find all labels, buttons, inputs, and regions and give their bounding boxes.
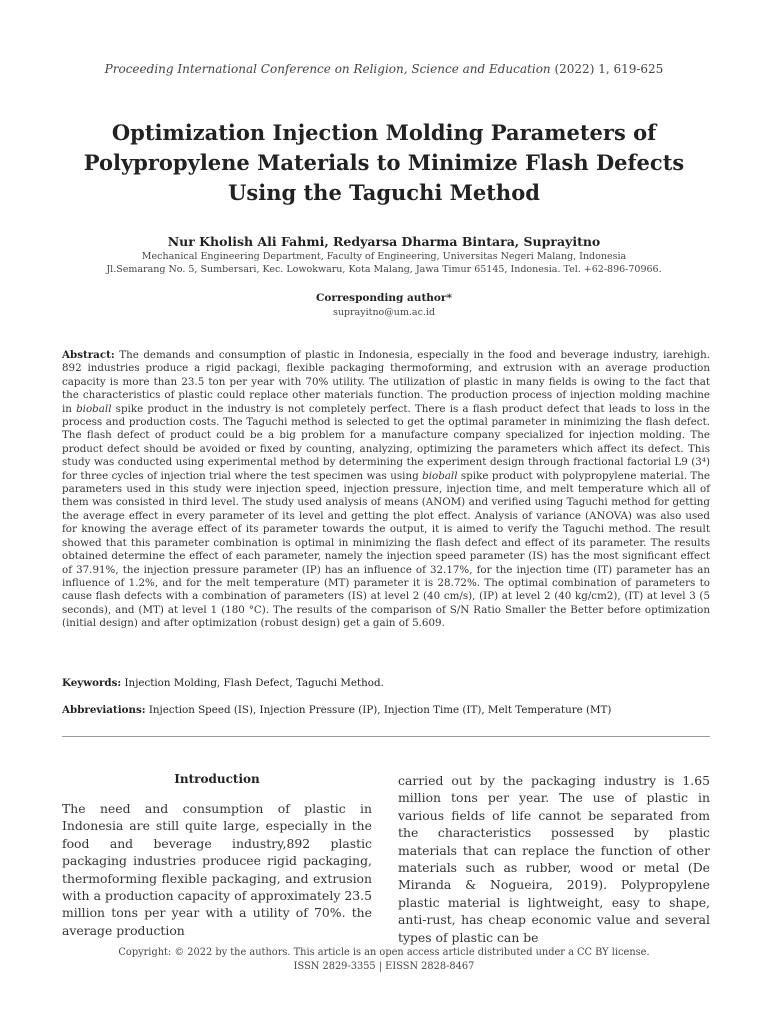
abstract-label: Abstract: (62, 349, 115, 361)
running-header (0, 62, 768, 76)
introduction-left-column: The need and consumption of plastic in Indonesia are still quite large, especially in the food and beverage industry,892 plastic packaging industries producee rigid packaging, thermoforming flexible packaging, and extrusion with a production capacity of approximately 23.5 million tons per year with a utility of 70%. the average production (62, 801, 372, 938)
introduction-heading: Introduction (174, 772, 260, 786)
abstract-bioball-1: bioball (76, 402, 112, 415)
keywords-label: Keywords: (62, 677, 122, 689)
abstract (62, 349, 710, 631)
introduction-right-column: carried out by the packaging industry is 1.65 million tons per year. The use of plastic in various fields of life cannot be separated from the characteristics possessed by plastic materials that can replace the function of other materials such as rubber, wood or metal (De Miranda & Nogueira, 2019). Polypropylene plastic material is lightweight, easy to shape, anti-rust, has cheap economic value and several types of plastic can be (398, 773, 710, 945)
abbreviations-label: Abbreviations: (62, 704, 146, 716)
keywords-text: Injection Molding, Flash Defect, Taguchi Method. (121, 677, 384, 689)
abstract-text-3: spike product with polypropylene material. The parameters used in this study were injection speed, injection pressure, injection time, and melt temperature which all of them was consisted in third level. The study used analysis of means (ANOM) and verified using Taguchi method for getting the average effect in every parameter of its level and getting the plot effect. Analysis of variance (ANOVA) was also used for knowing the average effect of its parameter towards the output, it is aimed to verify the Taguchi method. The result showed that this parameter combination is optimal in minimizing the flash defect and effect of its parameter. The results obtained determine the effect of each parameter, namely the injection speed parameter (IS) has the most significant effect of 37.91%, the injection pressure parameter (IP) has an influence of 32.17%, for the injection time (IT) parameter has an influence of 1.2%, and for the melt temperature (MT) parameter it is 28.72%. The optimal combination of parameters to cause flash defects with a combination of parameters (IS) at level 2 (40 cm/s), (IP) at level 2 (40 kg/cm2), (IT) at level 3 (5 seconds), and (MT) at level 1 (180 °C). The results of the comparison of S/N Ratio Smaller the Better before optimization (initial design) and after optimization (robust design) get a gain of 5.609. (62, 469, 711, 630)
copyright-notice: Copyright: © 2022 by the authors. This article is an open access article distributed under a CC BY license. (118, 947, 650, 958)
abstract-text-1: The demands and consumption of plastic in Indonesia, especially in the food and beverage industry, iarehigh. 892 industries produce a rigid packagi, flexible packaging thermoforming, and extrusion with an average production capacity is more than 23.5 ton per year with 70% utility. The utilization of plastic in many fields is owing to the fact that the characteristics of plastic could replace other materials function. The production process of injection molding machine in (62, 349, 710, 415)
abstract-bioball-2: bioball (422, 469, 458, 482)
page-footer (0, 946, 768, 974)
journal-citation: (2022) 1, 619-625 (550, 62, 664, 76)
affiliation-address: Jl.Semarang No. 5, Sumbersari, Kec. Lowokwaru, Kota Malang, Jawa Timur 65145, Indonesia. Tel. +62-896-70966. (106, 264, 662, 275)
abbreviations-text: Injection Speed (IS), Injection Pressure (IP), Injection Time (IT), Melt Temperature (MT) (145, 704, 612, 716)
issn-line: ISSN 2829-3355 | EISSN 2828-8467 (293, 961, 475, 972)
journal-name: Proceeding International Conference on Religion, Science and Education (104, 62, 551, 76)
affiliation-department: Mechanical Engineering Department, Faculty of Engineering, Universitas Negeri Malang, Indonesia (141, 251, 627, 262)
paper-title: Optimization Injection Molding Parameters of Polypropylene Materials to Minimize Flash Defects Using the Taguchi Method (83, 120, 685, 205)
abstract-text-2: spike product in the industry is not completely perfect. There is a flash product defect that leads to loss in the process and production costs. The Taguchi method is selected to get the optimal parameter in minimizing the flash defect. The flash defect of product could be a big problem for a manufacture company specialized for injection molding. The product defect should be avoided or fixed by counting, analyzing, optimizing the parameters which affect its defect. This study was conducted using experimental method by determining the experiment design through fractional factorial L9 (3⁴) for three cycles of injection trial where the test specimen was using (62, 402, 710, 482)
section-divider (62, 736, 710, 737)
abbreviations (62, 704, 710, 717)
author-list: Nur Kholish Ali Fahmi, Redyarsa Dharma Bintara, Suprayitno (167, 234, 601, 249)
corresponding-author-email[interactable]: suprayitno@um.ac.id (332, 307, 436, 318)
corresponding-author-label: Corresponding author* (316, 292, 452, 304)
keywords (62, 677, 710, 690)
